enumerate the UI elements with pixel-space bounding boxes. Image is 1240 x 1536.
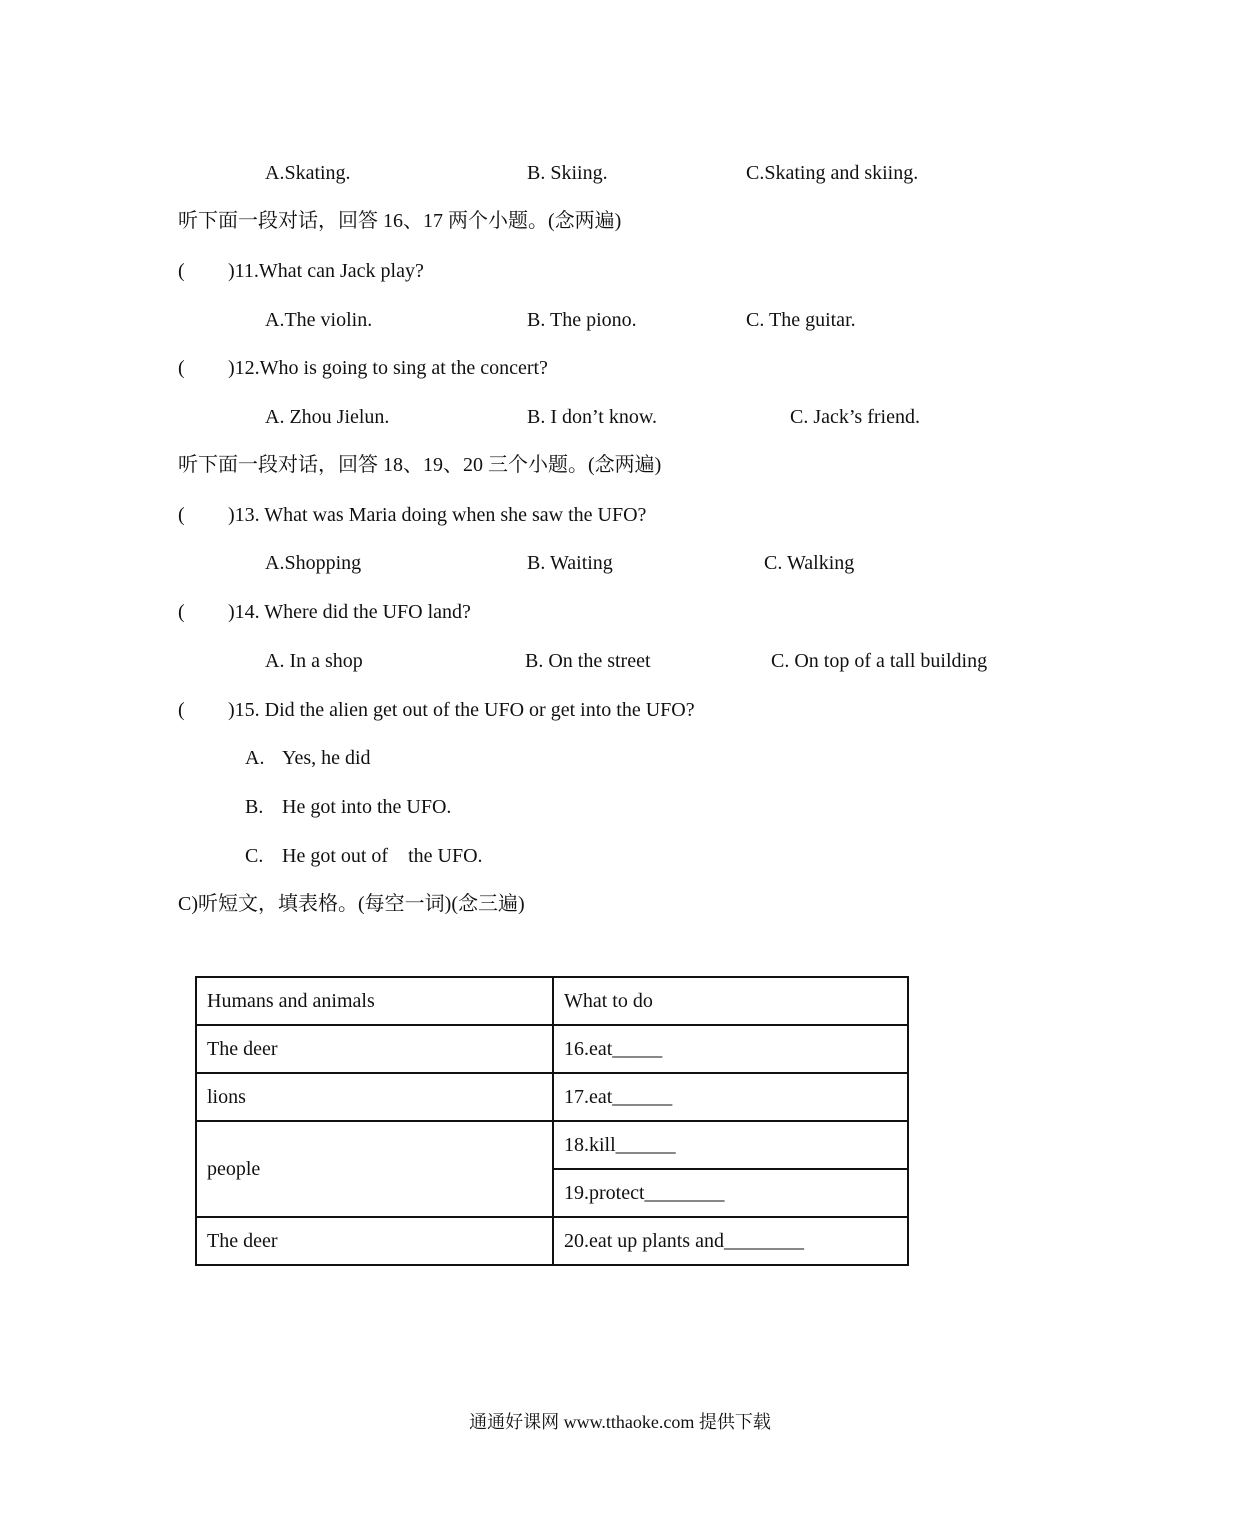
q11-question: )11.What can Jack play? [228, 260, 424, 282]
table-row [196, 1217, 908, 1265]
table-cell: 16.eat_____ [553, 1025, 908, 1073]
table-cell: The deer [196, 1025, 553, 1073]
q12-option-c: C. Jack’s friend. [790, 406, 920, 428]
q10-option-c: C.Skating and skiing. [746, 162, 919, 184]
q14-option-a: A. In a shop [265, 650, 363, 672]
q11-option-b: B. The piono. [527, 309, 637, 331]
table-header-row [196, 977, 908, 1025]
section-c-instruction: C)听短文，填表格。(每空一词)(念三遍) [178, 893, 525, 915]
q15-option-c-text: He got out of the UFO. [282, 845, 483, 867]
instruction-18-20: 听下面一段对话，回答 18、19、20 三个小题。(念两遍) [178, 454, 662, 476]
q15-option-b-text: He got into the UFO. [282, 796, 452, 818]
q12-option-a: A. Zhou Jielun. [265, 406, 390, 428]
q15-option-a-letter: A. [245, 747, 265, 769]
q11-option-c: C. The guitar. [746, 309, 856, 331]
table-cell: 18.kill______ [553, 1121, 908, 1169]
q13-option-c: C. Walking [764, 552, 855, 574]
q10-option-b: B. Skiing. [527, 162, 608, 184]
q15-option-a-text: Yes, he did [282, 747, 371, 769]
q12-option-b: B. I don’t know. [527, 406, 657, 428]
table-row [196, 1025, 908, 1073]
table-row [196, 1121, 908, 1169]
q12-question: )12.Who is going to sing at the concert? [228, 357, 548, 379]
table-header-cell: What to do [553, 977, 908, 1025]
instruction-16-17: 听下面一段对话，回答 16、17 两个小题。(念两遍) [178, 210, 622, 232]
q13-question: )13. What was Maria doing when she saw the UFO? [228, 504, 647, 526]
q11-option-a: A.The violin. [265, 309, 373, 331]
q11-bracket: ( [178, 260, 185, 282]
table-cell: The deer [196, 1217, 553, 1265]
q13-bracket: ( [178, 504, 185, 526]
table-header-cell: Humans and animals [196, 977, 553, 1025]
fill-in-table [195, 976, 909, 1266]
table-cell: 20.eat up plants and________ [553, 1217, 908, 1265]
q14-option-c: C. On top of a tall building [771, 650, 988, 672]
q15-bracket: ( [178, 699, 185, 721]
q12-bracket: ( [178, 357, 185, 379]
table-cell: 17.eat______ [553, 1073, 908, 1121]
table-cell: 19.protect________ [553, 1169, 908, 1217]
q15-question: )15. Did the alien get out of the UFO or get into the UFO? [228, 699, 695, 721]
q14-option-b: B. On the street [525, 650, 651, 672]
table-row [196, 1073, 908, 1121]
q13-option-a: A.Shopping [265, 552, 362, 574]
q13-option-b: B. Waiting [527, 552, 613, 574]
q14-bracket: ( [178, 601, 185, 623]
q15-option-c-letter: C. [245, 845, 264, 867]
table-cell: people [196, 1121, 553, 1217]
q14-question: )14. Where did the UFO land? [228, 601, 471, 623]
q10-option-a: A.Skating. [265, 162, 351, 184]
page-footer: 通通好课网 www.tthaoke.com 提供下载 [469, 1412, 771, 1432]
table-cell: lions [196, 1073, 553, 1121]
q15-option-b-letter: B. [245, 796, 264, 818]
